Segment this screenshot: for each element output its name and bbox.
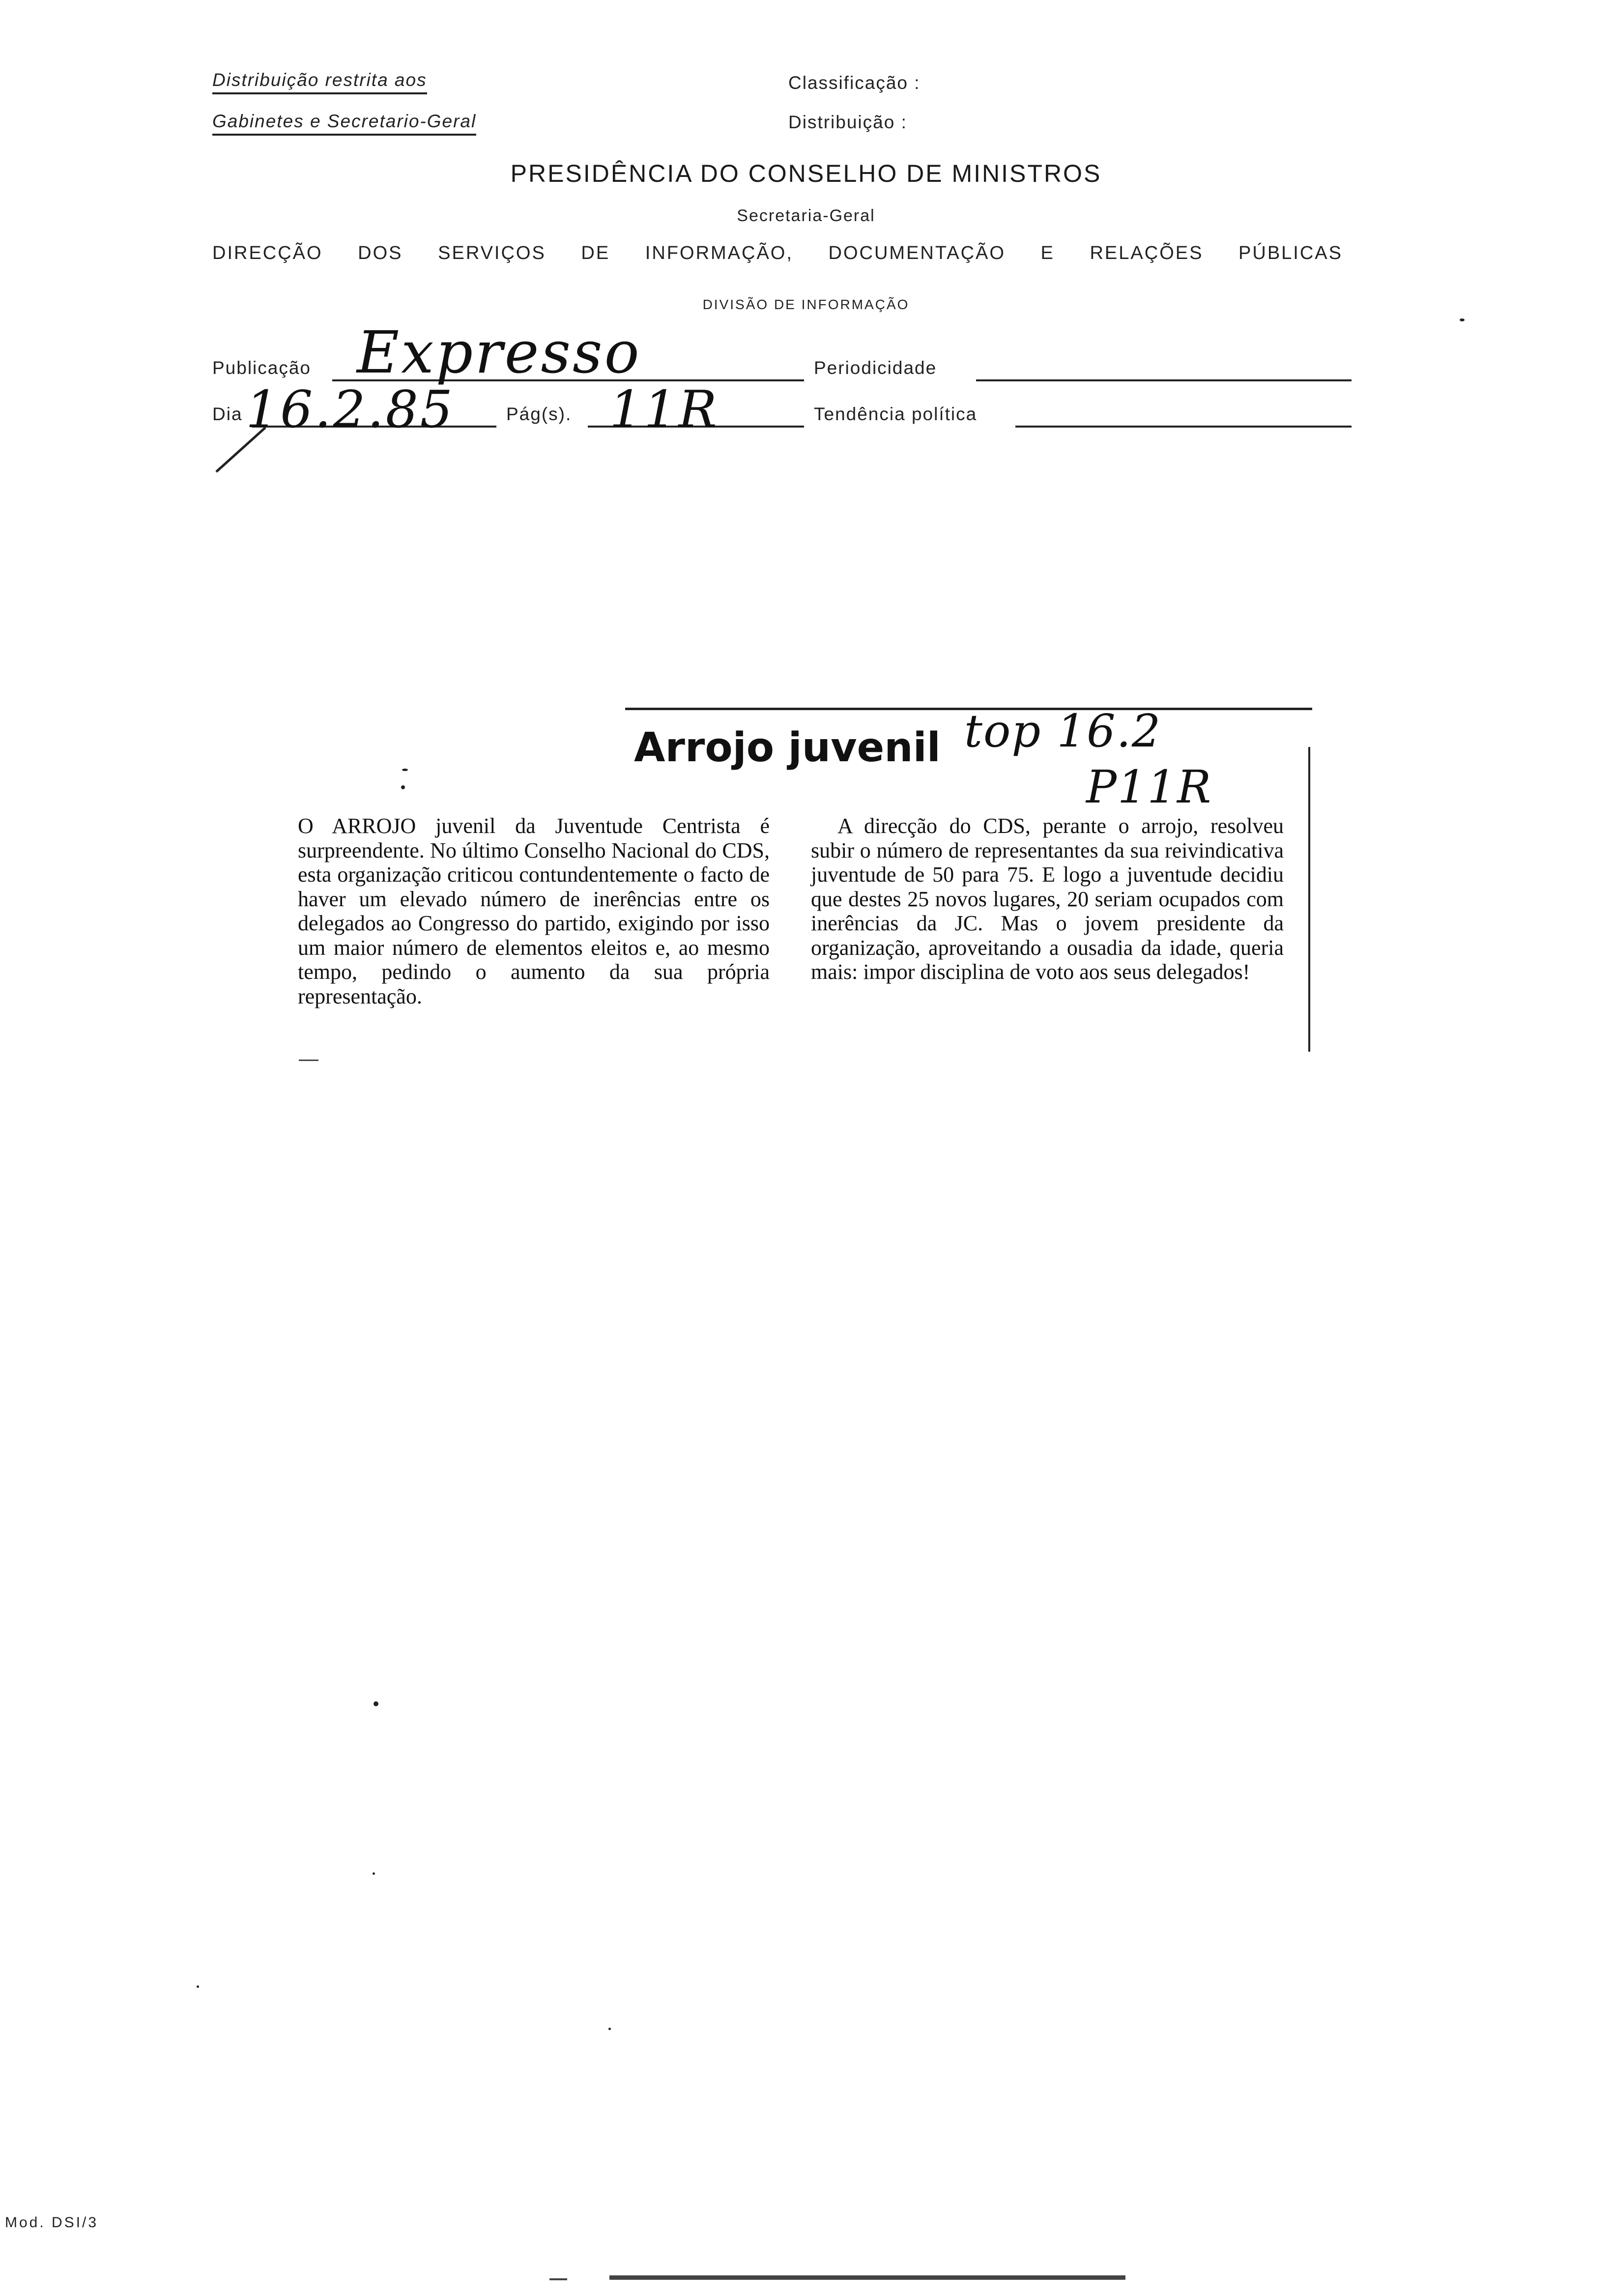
article-column-left bbox=[298, 814, 770, 1008]
scan-speck bbox=[402, 769, 408, 771]
org-subtitle: Secretaria-Geral bbox=[737, 206, 875, 225]
publication-value: Expresso bbox=[357, 318, 641, 386]
day-value: 16.2.85 bbox=[246, 379, 455, 439]
pages-value: 11R bbox=[609, 379, 719, 439]
clipping-right-rule bbox=[1308, 747, 1310, 1052]
article-column-right bbox=[811, 814, 1284, 984]
scan-speck bbox=[197, 1985, 199, 1988]
distribution-label: Distribuição : bbox=[788, 112, 907, 132]
day-label: Dia bbox=[212, 404, 243, 424]
periodicity-line bbox=[976, 379, 1352, 381]
article-paragraph: O ARROJO juvenil da Juventude Centrista é surpreendente. No último Conselho Nacional do CDS, esta organização criticou contundentemente o facto de haver um elevado número de inerências entre os delegados ao Congresso do partido, exigindo por isso um maior número de elementos eleitos e, ao mesmo tempo, pedindo o aumento da sua própria representação. bbox=[298, 814, 770, 1008]
scan-edge-artifact bbox=[609, 2275, 1125, 2280]
scan-speck bbox=[608, 2028, 611, 2030]
scan-speck bbox=[1460, 318, 1465, 321]
scan-dash bbox=[299, 1060, 318, 1061]
political-tendency-label: Tendência política bbox=[814, 404, 978, 424]
pen-stroke-icon bbox=[206, 423, 275, 477]
political-tendency-line bbox=[1015, 426, 1352, 428]
scan-speck bbox=[401, 785, 405, 789]
scan-speck bbox=[373, 1872, 375, 1875]
classification-label: Classificação : bbox=[788, 73, 921, 93]
scan-speck bbox=[374, 1701, 378, 1706]
directorate-line: DIRECÇÃO DOS SERVIÇOS DE INFORMAÇÃO, DOCUMENTAÇÃO E RELAÇÕES PÚBLICAS bbox=[212, 243, 1343, 263]
annotation-line2: P11R bbox=[1086, 761, 1212, 813]
article-paragraph: A direcção do CDS, perante o arrojo, resolveu subir o número de representantes da sua reivindicativa juventude de 50 para 75. E logo a juventude decidiu que destes 25 novos lugares, 20 seriam ocupados com inerências da JC. Mas o jovem presidente da organização, aproveitando a ousadia da idade, queria mais: impor disciplina de voto aos seus delegados! bbox=[811, 814, 1284, 984]
distribution-note-line2: Gabinetes e Secretario-Geral bbox=[212, 111, 476, 136]
article-title: Arrojo juvenil bbox=[634, 724, 941, 771]
pages-label: Pág(s). bbox=[506, 404, 572, 424]
periodicity-label: Periodicidade bbox=[814, 358, 937, 378]
annotation-line1: top 16.2 bbox=[964, 705, 1162, 757]
division-line: DIVISÃO DE INFORMAÇÃO bbox=[702, 297, 910, 312]
form-code: Mod. DSI/3 bbox=[5, 2214, 99, 2231]
publication-label: Publicação bbox=[212, 358, 312, 378]
distribution-note-line1: Distribuição restrita aos bbox=[212, 70, 427, 94]
scan-edge-artifact bbox=[549, 2278, 567, 2280]
org-title: PRESIDÊNCIA DO CONSELHO DE MINISTROS bbox=[510, 160, 1102, 187]
